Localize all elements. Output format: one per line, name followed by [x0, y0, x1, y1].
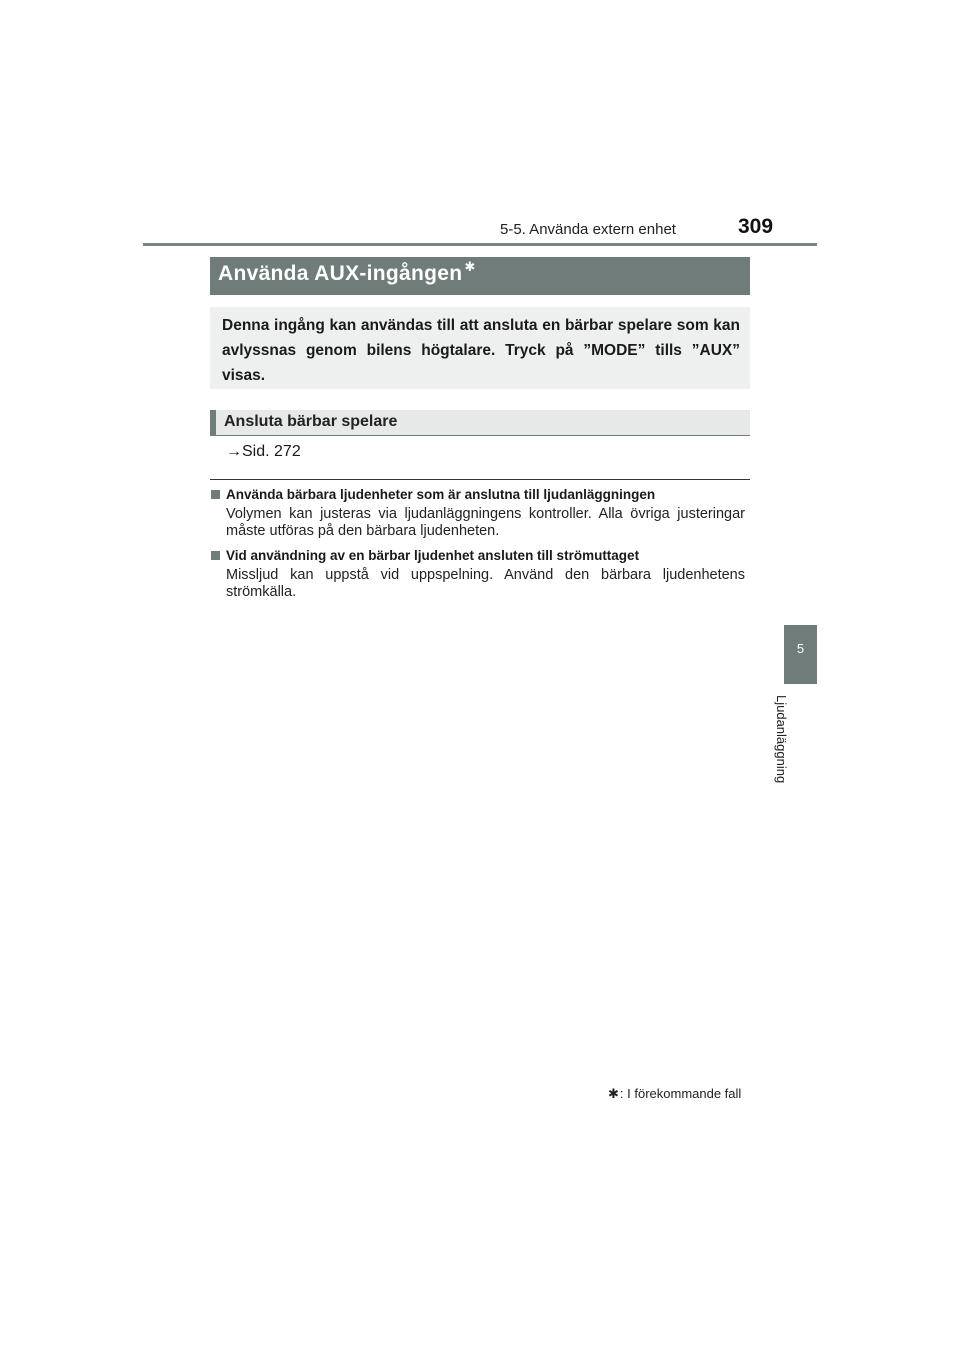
subheading-underline [210, 435, 750, 436]
page-title [218, 259, 476, 286]
header-divider [143, 243, 817, 246]
intro-text: Denna ingång kan användas till att ansluta en bärbar spelare som kan avlyssnas genom bilens högtalare. Tryck på ”MODE” tills ”AUX” visas. [222, 317, 740, 384]
page-reference-link[interactable]: →Sid. 272 [226, 443, 301, 460]
subheading-text: Ansluta bärbar spelare [224, 413, 398, 430]
chapter-tab-label-text: Ljudanläggning [774, 695, 789, 784]
section-separator [210, 479, 750, 480]
note-title-text: Använda bärbara ljudenheter som är anslutna till ljudanläggningen [226, 487, 656, 502]
footnote [608, 1086, 741, 1102]
square-bullet-icon [211, 490, 220, 499]
note-title [211, 548, 639, 563]
chapter-tab-label [769, 695, 829, 795]
note-title [211, 487, 655, 502]
footnote-text: : I förekommande fall [619, 1086, 742, 1101]
asterisk-icon: ✱ [464, 259, 476, 274]
note-body: Missljud kan uppstå vid uppspelning. Använd den bärbara ljudenhetens strömkälla. [226, 567, 745, 600]
page-number: 309 [738, 215, 774, 238]
note-title-text: Vid användning av en bärbar ljudenhet ansluten till strömuttaget [226, 548, 640, 563]
note-body: Volymen kan justeras via ljudanläggningens kontroller. Alla övriga justeringar måste utföras på den bärbara ljudenheten. [226, 506, 745, 539]
asterisk-icon: ✱ [608, 1086, 619, 1101]
subheading-accent [210, 410, 216, 436]
square-bullet-icon [211, 551, 220, 560]
page-title-text: Använda AUX-ingången [218, 262, 463, 285]
running-header-section: 5-5. Använda extern enhet [500, 221, 676, 238]
chapter-tab-number: 5 [784, 625, 817, 684]
